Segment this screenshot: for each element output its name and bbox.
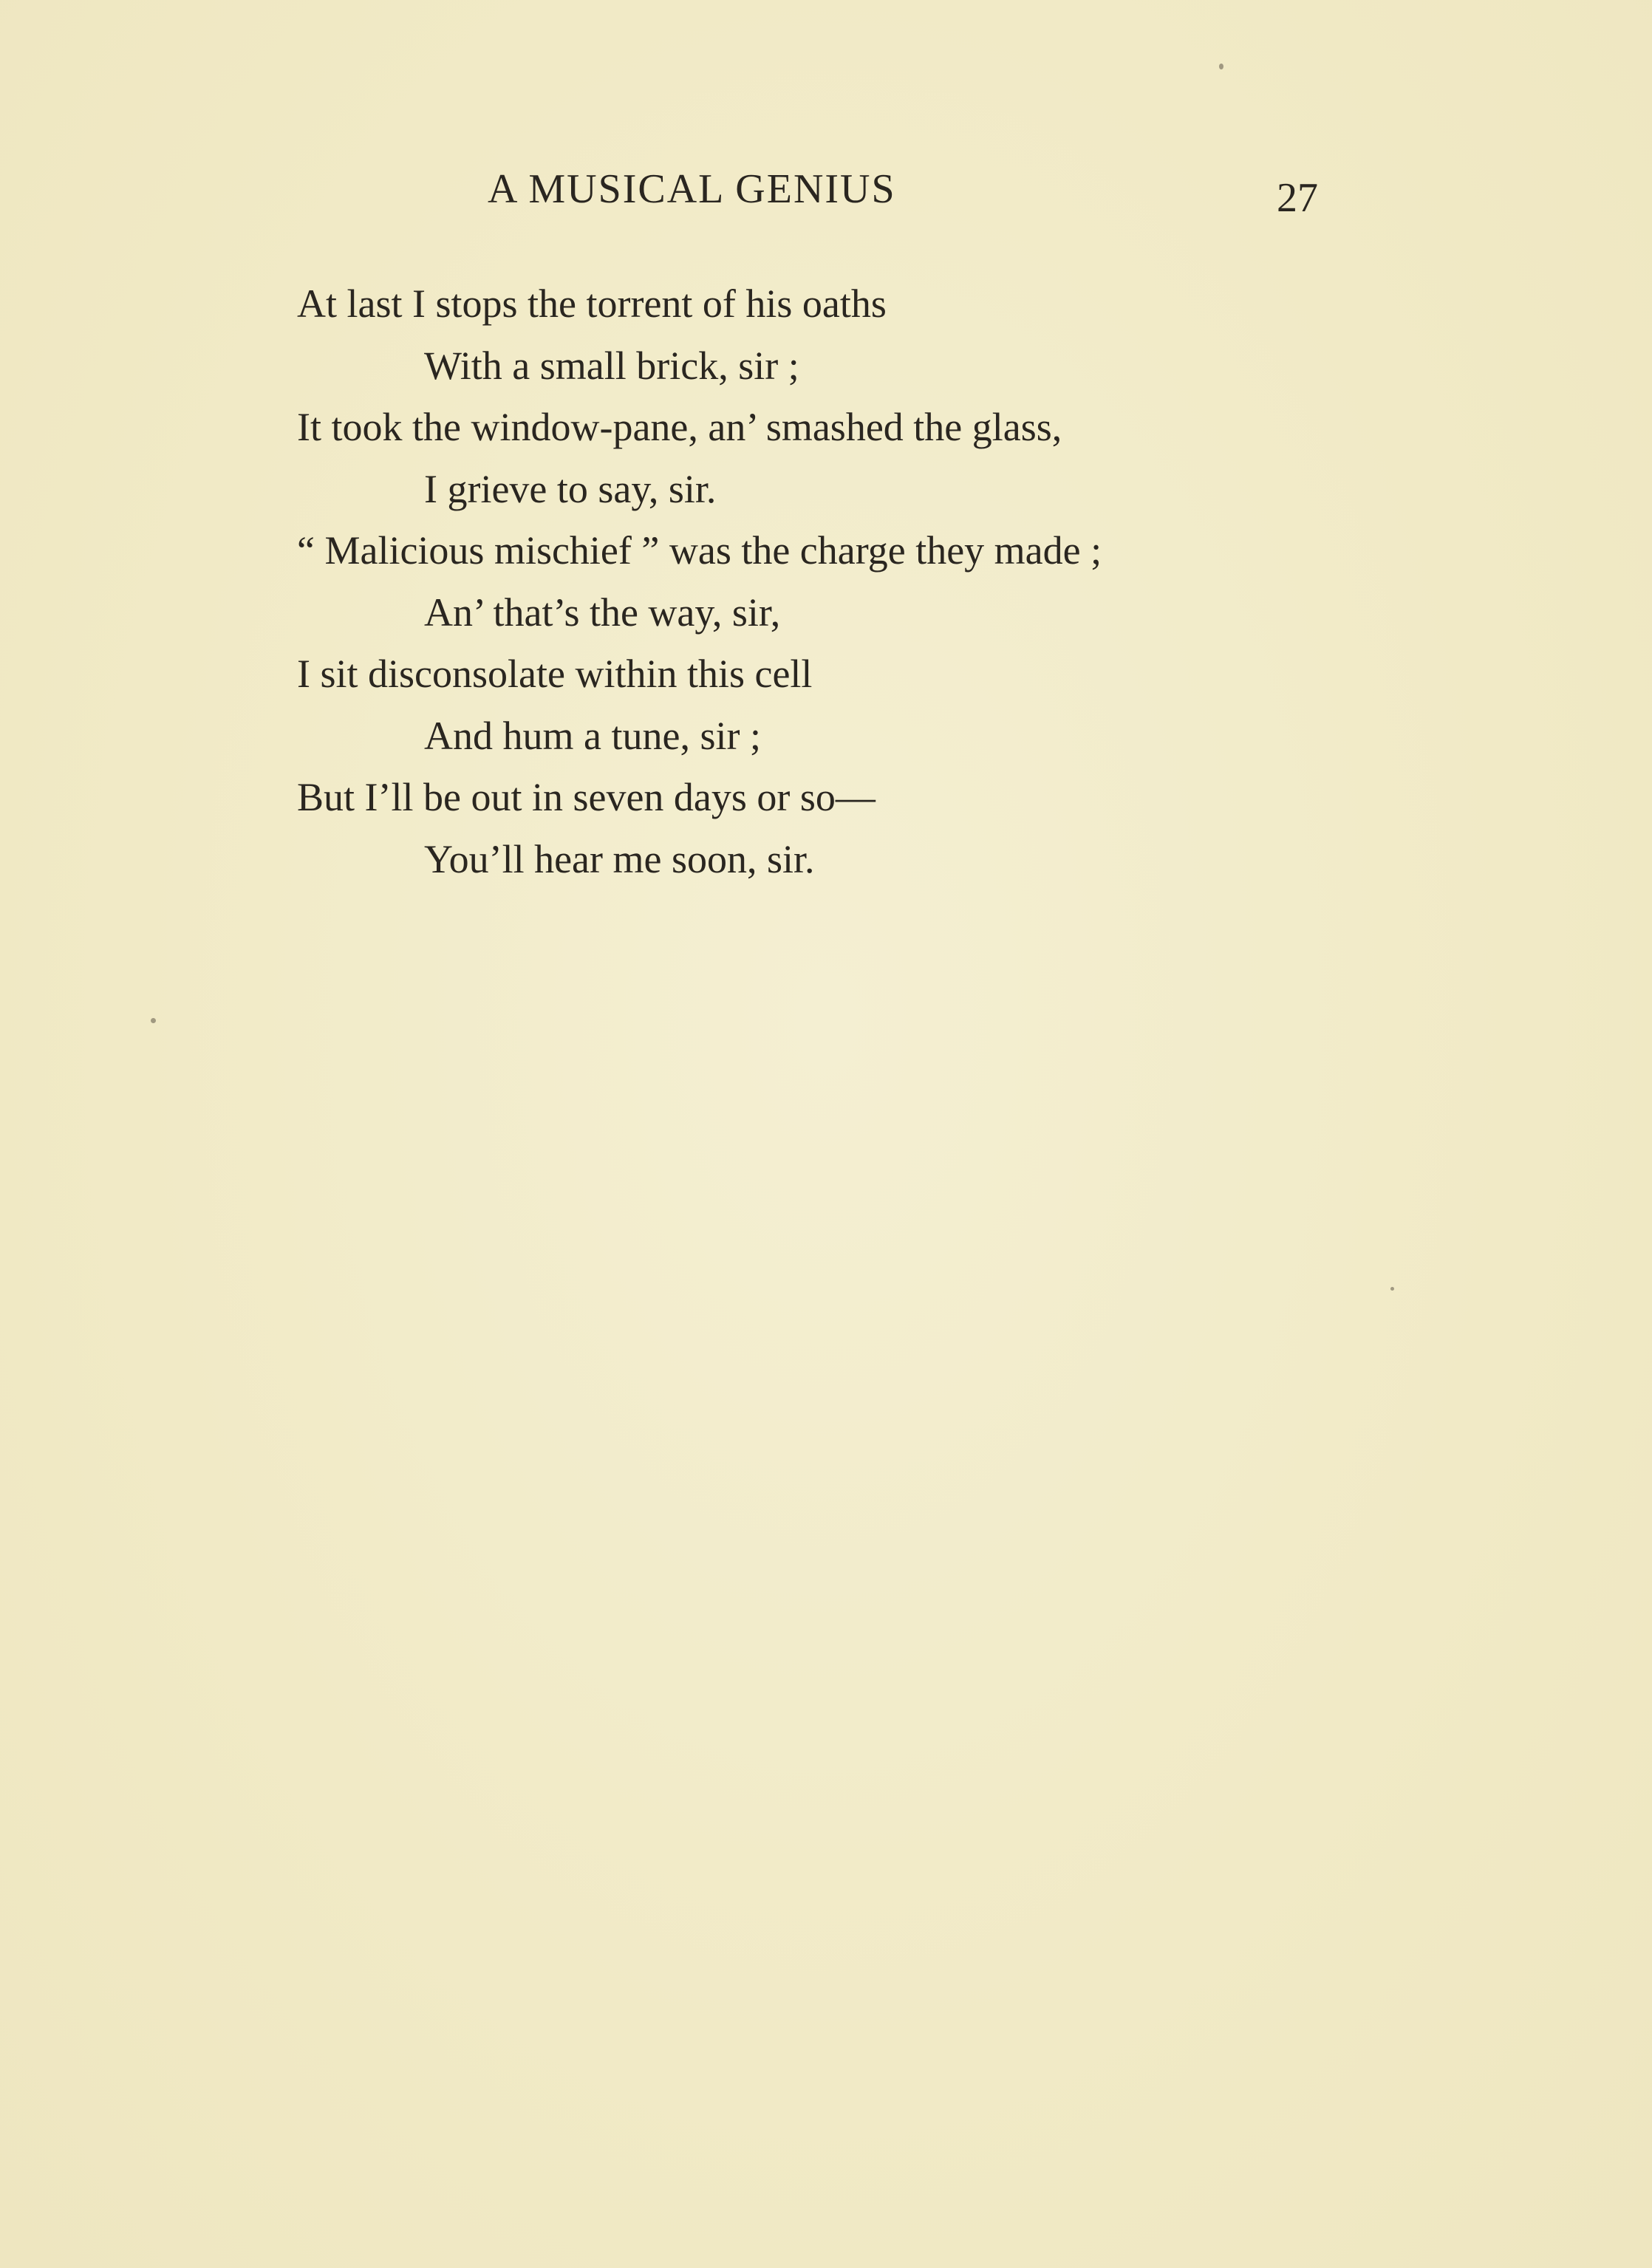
page-number: 27 [1277,175,1318,221]
paper-speck [1219,64,1223,69]
poem-line: And hum a tune, sir ; [424,713,761,758]
poem-line: An’ that’s the way, sir, [424,590,781,635]
poem-stanza [297,273,1346,890]
poem-line: I sit disconsolate within this cell [297,652,813,696]
poem-line: You’ll hear me soon, sir. [424,836,815,881]
poem-line: It took the window-pane, an’ smashed the glass, [297,405,1062,449]
poem-line: At last I stops the torrent of his oaths [297,281,887,326]
paper-speck [1390,1287,1394,1291]
poem-line: “ Malicious mischief ” was the charge they made ; [297,528,1102,573]
paper-speck [151,1018,156,1023]
poem-line: I grieve to say, sir. [424,466,717,511]
poem-line: With a small brick, sir ; [424,343,799,388]
poem-line: But I’ll be out in seven days or so— [297,775,876,819]
running-title: A MUSICAL GENIUS [488,166,896,212]
